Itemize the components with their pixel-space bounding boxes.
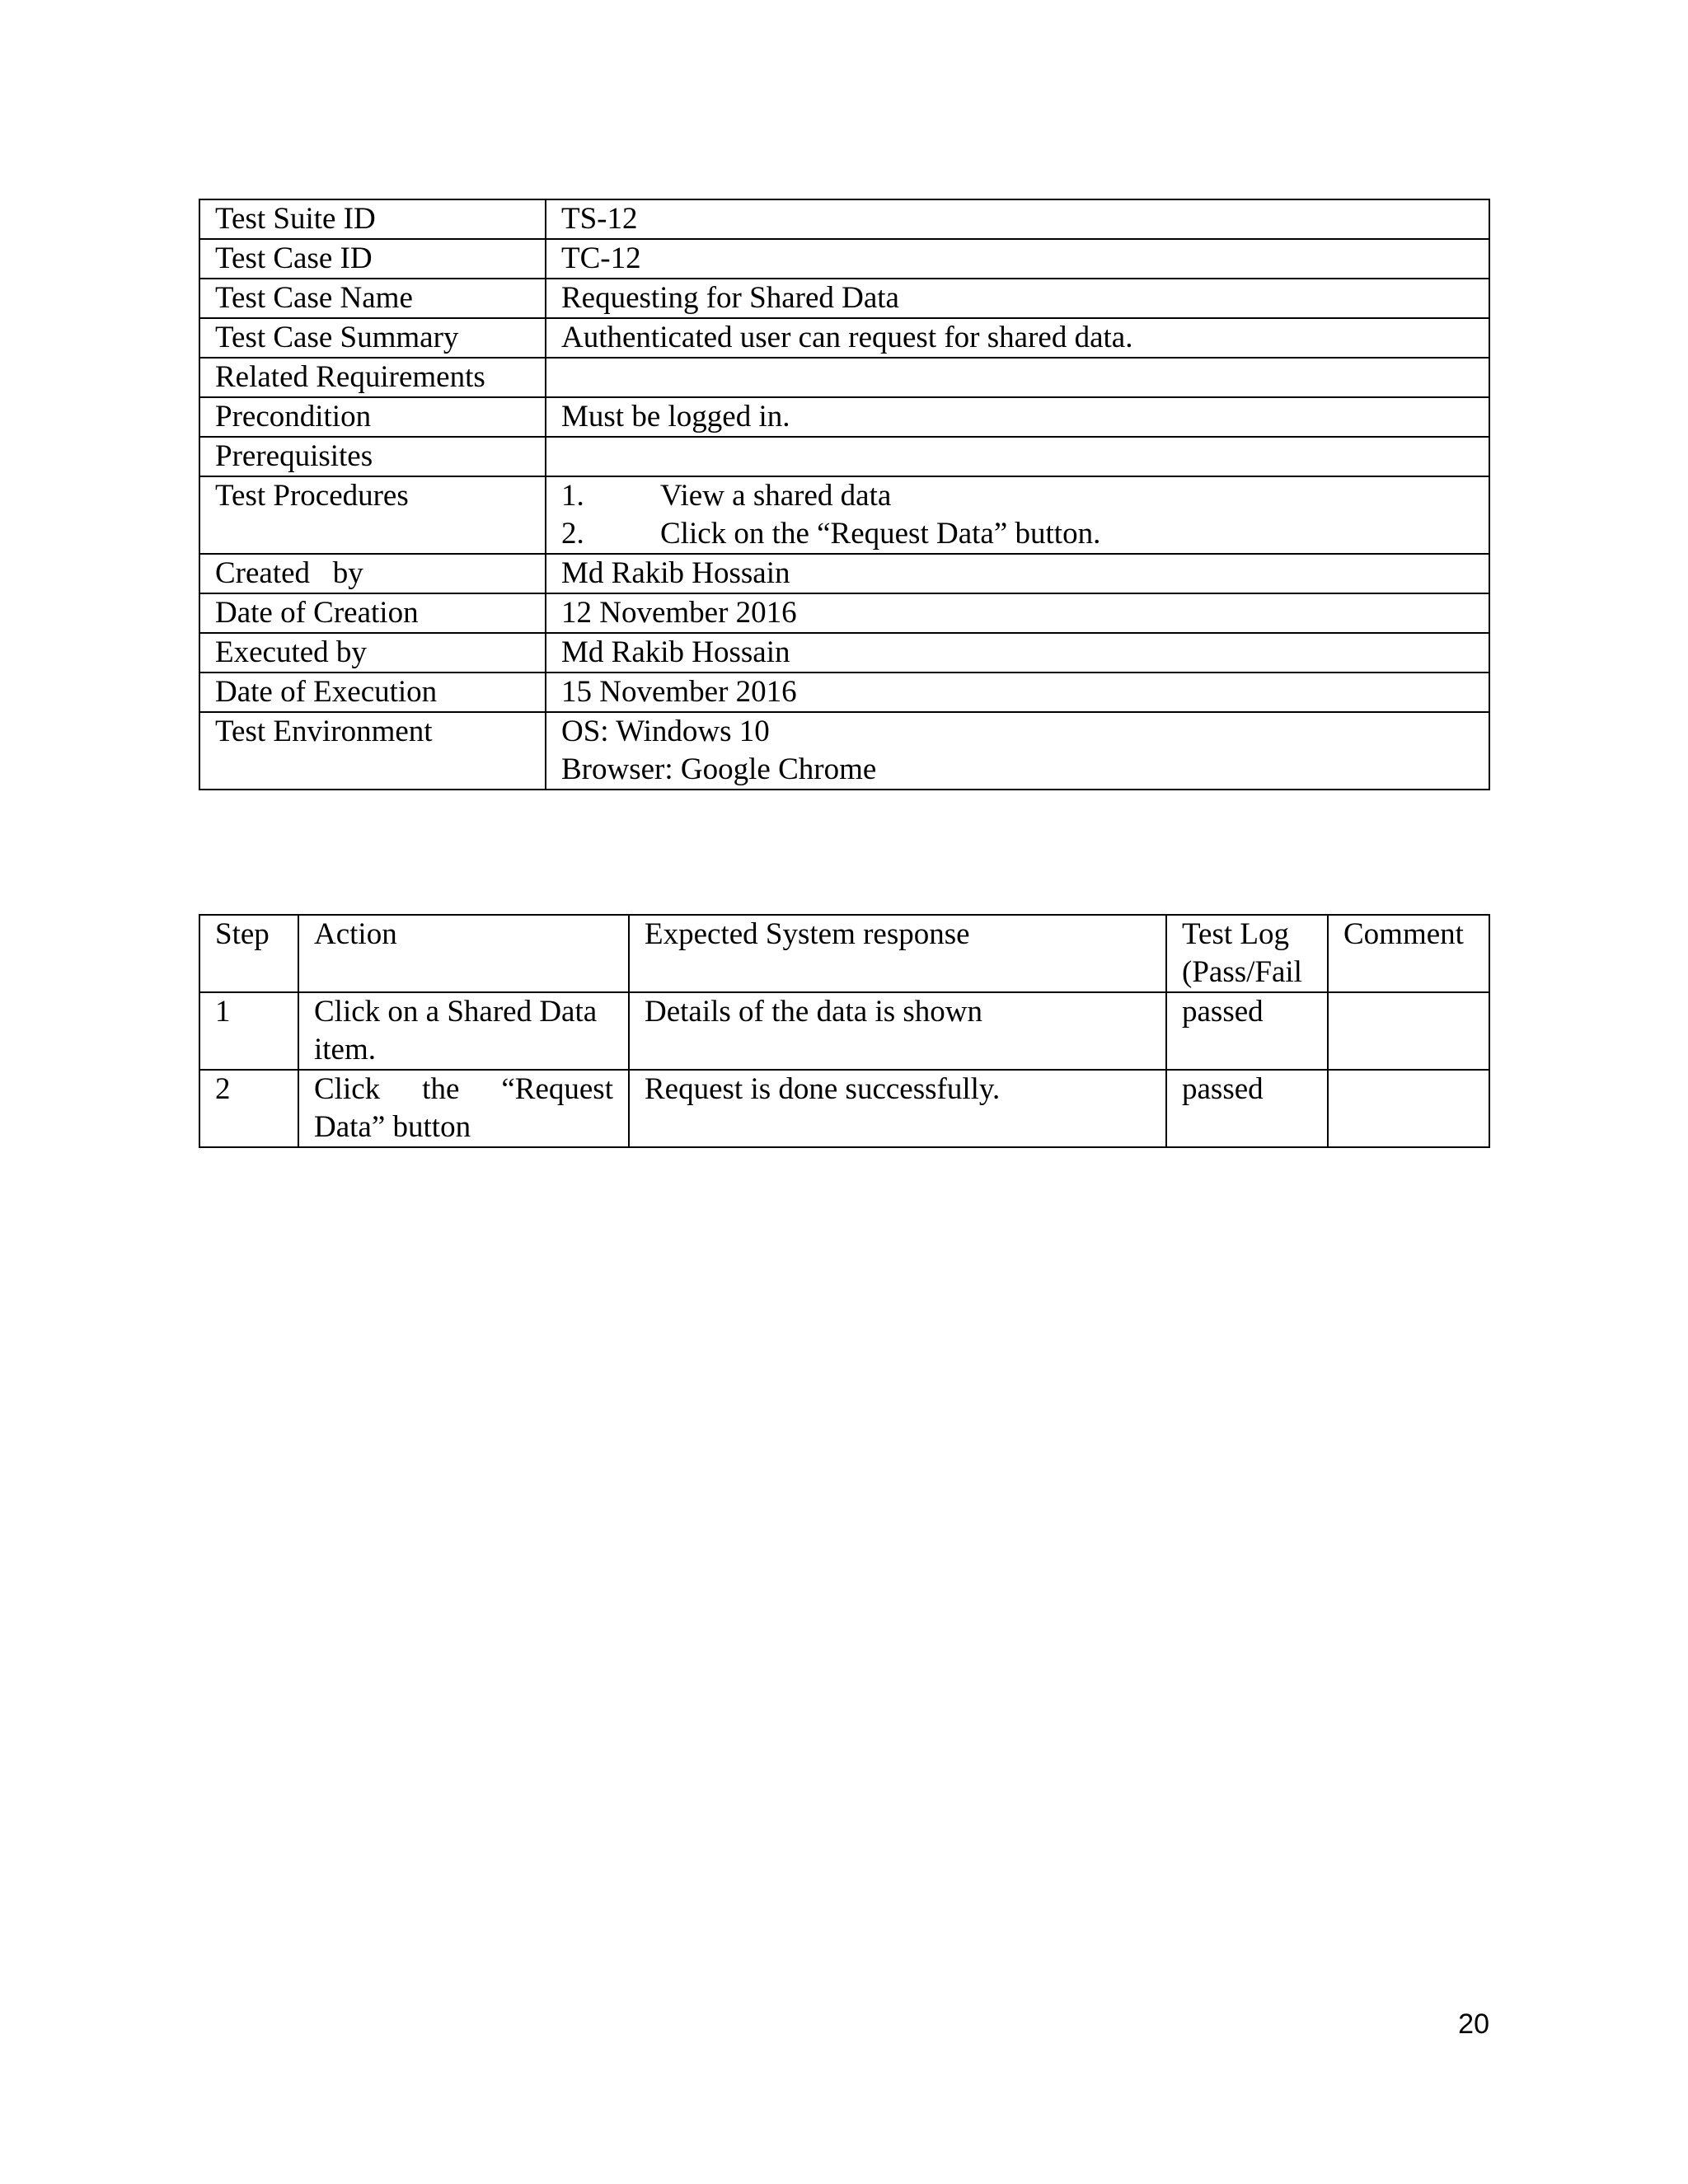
table-row [199, 554, 1489, 593]
step-expected: Details of the data is shown [629, 992, 1166, 1070]
row-value [546, 437, 1489, 476]
step-number: 2 [199, 1070, 298, 1147]
table-row [199, 673, 1489, 712]
row-label: Test Case Summary [199, 318, 546, 358]
table-row [199, 199, 1489, 239]
table-row [199, 593, 1489, 633]
step-number: 1 [199, 992, 298, 1070]
environment-line: Browser: Google Chrome [561, 752, 877, 786]
step-action-line: Data” button [314, 1110, 471, 1144]
procedure-text: Click on the “Request Data” button. [660, 517, 1101, 551]
environment-line: OS: Windows 10 [561, 715, 770, 748]
row-label: Date of Creation [199, 593, 546, 633]
step-log: passed [1166, 1070, 1328, 1147]
environment-value [546, 712, 1489, 790]
row-label: Precondition [199, 397, 546, 437]
row-value: Md Rakib Hossain [546, 554, 1489, 593]
test-steps-table [199, 914, 1490, 1148]
procedure-number: 2. [561, 517, 584, 551]
row-label: Created by [199, 554, 546, 593]
table-row [199, 279, 1489, 318]
row-label: Prerequisites [199, 437, 546, 476]
header-step: Step [199, 915, 298, 992]
procedure-step [561, 477, 1474, 515]
header-test-log-line: Test Log [1182, 917, 1289, 951]
step-action-line: Click on a Shared Data [314, 995, 598, 1029]
header-test-log-line: (Pass/Fail [1182, 955, 1302, 989]
row-value: Requesting for Shared Data [546, 279, 1489, 318]
row-label: Test Environment [199, 712, 546, 790]
row-value: TS-12 [546, 199, 1489, 239]
table-row [199, 633, 1489, 673]
step-action [298, 992, 629, 1070]
step-action [298, 1070, 629, 1147]
row-label: Executed by [199, 633, 546, 673]
row-value: Must be logged in. [546, 397, 1489, 437]
step-action-line: Click the “Request [314, 1072, 613, 1106]
step-comment [1328, 1070, 1489, 1147]
step-expected: Request is done successfully. [629, 1070, 1166, 1147]
table-row [199, 358, 1489, 397]
header-test-log [1166, 915, 1328, 992]
step-log: passed [1166, 992, 1328, 1070]
header-comment: Comment [1328, 915, 1489, 992]
row-value: TC-12 [546, 239, 1489, 279]
page-number: 20 [1458, 2008, 1489, 2040]
table-row [199, 1070, 1489, 1147]
row-value: Md Rakib Hossain [546, 633, 1489, 673]
procedure-list [546, 476, 1489, 554]
row-label: Test Case Name [199, 279, 546, 318]
table-row [199, 992, 1489, 1070]
table-header-row [199, 915, 1489, 992]
procedure-number: 1. [561, 479, 584, 513]
step-action-line: item. [314, 1033, 377, 1066]
procedure-step [561, 515, 1474, 553]
table-row-procedures [199, 476, 1489, 554]
row-value: 12 November 2016 [546, 593, 1489, 633]
test-case-info-table [199, 199, 1490, 790]
row-label: Test Case ID [199, 239, 546, 279]
step-comment [1328, 992, 1489, 1070]
row-label: Date of Execution [199, 673, 546, 712]
table-row [199, 437, 1489, 476]
row-value: Authenticated user can request for shared data. [546, 318, 1489, 358]
row-label: Related Requirements [199, 358, 546, 397]
row-value: 15 November 2016 [546, 673, 1489, 712]
table-row [199, 239, 1489, 279]
row-label: Test Procedures [199, 476, 546, 554]
row-value [546, 358, 1489, 397]
row-label: Test Suite ID [199, 199, 546, 239]
table-row [199, 318, 1489, 358]
procedure-text: View a shared data [660, 479, 892, 513]
table-row [199, 397, 1489, 437]
table-row-environment [199, 712, 1489, 790]
header-action: Action [298, 915, 629, 992]
header-expected-response: Expected System response [629, 915, 1166, 992]
